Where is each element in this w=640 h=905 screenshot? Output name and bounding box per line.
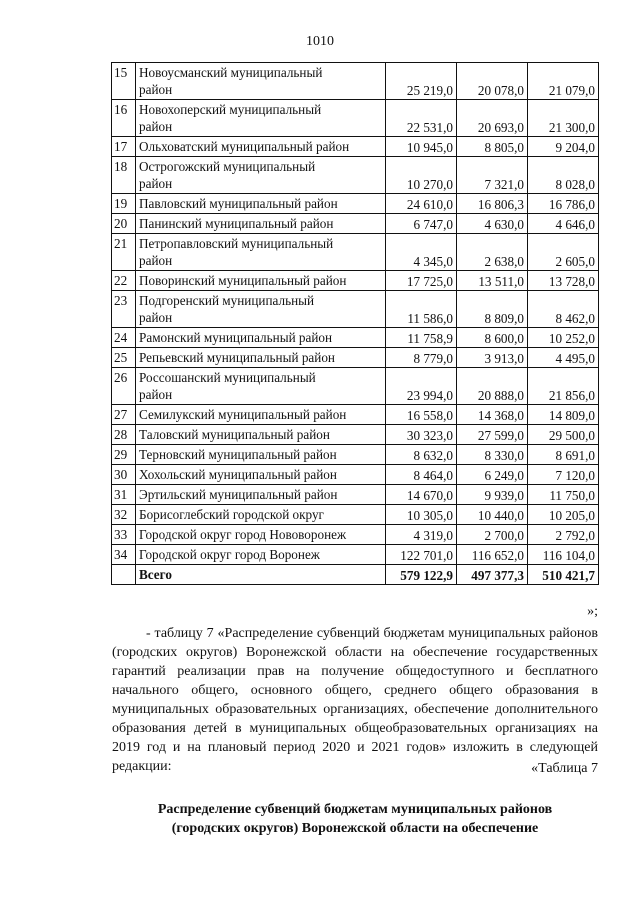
table-row [112,100,599,137]
value-2021-cell: 11 750,0 [528,485,599,505]
table-row [112,545,599,565]
value-2020-cell: 6 249,0 [457,465,528,485]
district-name-cell: Новоусманский муниципальный район [136,63,386,100]
value-2021-cell: 2 792,0 [528,525,599,545]
table-row [112,291,599,328]
value-2021-cell: 29 500,0 [528,425,599,445]
district-name-cell: Панинский муниципальный район [136,214,386,234]
value-2019-cell: 122 701,0 [386,545,457,565]
value-2019-cell: 11 758,9 [386,328,457,348]
table-row [112,137,599,157]
row-number-cell: 27 [112,405,136,425]
value-2019-cell: 25 219,0 [386,63,457,100]
table-row [112,234,599,271]
value-2020-cell: 7 321,0 [457,157,528,194]
value-2021-cell: 9 204,0 [528,137,599,157]
value-2019-cell: 10 270,0 [386,157,457,194]
row-number-cell: 17 [112,137,136,157]
table-row [112,425,599,445]
heading-line-1: Распределение субвенций бюджетам муниципальных районов [157,802,553,817]
district-name-cell: Ольховатский муниципальный район [136,137,386,157]
value-2019-cell: 23 994,0 [386,368,457,405]
value-2020-cell: 497 377,3 [457,565,528,585]
table-row [112,194,599,214]
district-name-cell: Городской округ город Нововоронеж [136,525,386,545]
district-name-cell: Острогожский муниципальный район [136,157,386,194]
value-2020-cell: 3 913,0 [457,348,528,368]
value-2021-cell: 2 605,0 [528,234,599,271]
table-row [112,214,599,234]
total-row [112,565,599,585]
row-number-cell: 18 [112,157,136,194]
row-number-cell: 16 [112,100,136,137]
value-2021-cell: 4 495,0 [528,348,599,368]
table-row [112,445,599,465]
table-reference: «Таблица 7 [531,761,598,776]
row-number-cell: 22 [112,271,136,291]
value-2021-cell: 14 809,0 [528,405,599,425]
value-2020-cell: 8 809,0 [457,291,528,328]
row-number-cell: 30 [112,465,136,485]
table-row [112,271,599,291]
value-2021-cell: 21 079,0 [528,63,599,100]
closing-quote: »; [587,604,598,619]
value-2019-cell: 8 632,0 [386,445,457,465]
heading-line-2: (городских округов) Воронежской области на обеспечение [171,821,539,836]
value-2019-cell: 17 725,0 [386,271,457,291]
value-2019-cell: 22 531,0 [386,100,457,137]
table-row [112,505,599,525]
value-2019-cell: 16 558,0 [386,405,457,425]
district-name-cell: Всего [136,565,386,585]
row-number-cell: 21 [112,234,136,271]
district-name-cell: Подгоренский муниципальный район [136,291,386,328]
row-number-cell: 25 [112,348,136,368]
table-body [112,63,599,585]
table-row [112,485,599,505]
row-number-cell: 24 [112,328,136,348]
amendment-paragraph: - таблицу 7 «Распределение субвенций бюджетам муниципальных районов (городских округов) Воронежской области на обеспечение государственных гарантий реализации прав на получение общедоступного и бесплатного начального общего, основного общего, среднего общего образования в муниципальных образовательных организациях, обеспечение дополнительного образования детей в муниципальных общеобразовательных организациях на 2019 год и на плановый период 2020 и 2021 годов» изложить в следующей редакции: [112,626,598,774]
district-name-cell: Рамонский муниципальный район [136,328,386,348]
value-2019-cell: 10 945,0 [386,137,457,157]
value-2020-cell: 27 599,0 [457,425,528,445]
row-number-cell: 26 [112,368,136,405]
district-name-cell: Терновский муниципальный район [136,445,386,465]
district-name-cell: Хохольский муниципальный район [136,465,386,485]
district-name-cell: Россошанский муниципальный район [136,368,386,405]
district-name-cell: Павловский муниципальный район [136,194,386,214]
row-number-cell: 23 [112,291,136,328]
value-2019-cell: 579 122,9 [386,565,457,585]
table-row [112,405,599,425]
row-number-cell: 15 [112,63,136,100]
value-2020-cell: 8 805,0 [457,137,528,157]
value-2021-cell: 10 252,0 [528,328,599,348]
value-2019-cell: 4 345,0 [386,234,457,271]
value-2020-cell: 8 600,0 [457,328,528,348]
value-2020-cell: 116 652,0 [457,545,528,565]
value-2020-cell: 10 440,0 [457,505,528,525]
value-2019-cell: 6 747,0 [386,214,457,234]
table-row [112,368,599,405]
value-2019-cell: 24 610,0 [386,194,457,214]
row-number-cell: 34 [112,545,136,565]
value-2020-cell: 20 888,0 [457,368,528,405]
row-number-cell: 20 [112,214,136,234]
value-2021-cell: 510 421,7 [528,565,599,585]
table-row [112,348,599,368]
section-heading [112,800,598,838]
value-2021-cell: 8 691,0 [528,445,599,465]
value-2021-cell: 13 728,0 [528,271,599,291]
subvention-table [111,62,599,585]
district-name-cell: Эртильский муниципальный район [136,485,386,505]
value-2021-cell: 4 646,0 [528,214,599,234]
table-row [112,525,599,545]
value-2020-cell: 14 368,0 [457,405,528,425]
value-2021-cell: 16 786,0 [528,194,599,214]
value-2020-cell: 4 630,0 [457,214,528,234]
value-2020-cell: 13 511,0 [457,271,528,291]
row-number-cell [112,565,136,585]
row-number-cell: 32 [112,505,136,525]
value-2021-cell: 21 300,0 [528,100,599,137]
value-2020-cell: 2 638,0 [457,234,528,271]
district-name-cell: Борисоглебский городской округ [136,505,386,525]
value-2020-cell: 20 078,0 [457,63,528,100]
row-number-cell: 33 [112,525,136,545]
value-2021-cell: 7 120,0 [528,465,599,485]
value-2019-cell: 10 305,0 [386,505,457,525]
value-2019-cell: 4 319,0 [386,525,457,545]
page-number: 1010 [306,34,334,49]
value-2020-cell: 20 693,0 [457,100,528,137]
district-name-cell: Таловский муниципальный район [136,425,386,445]
value-2021-cell: 8 462,0 [528,291,599,328]
district-name-cell: Городской округ город Воронеж [136,545,386,565]
row-number-cell: 28 [112,425,136,445]
value-2021-cell: 21 856,0 [528,368,599,405]
value-2019-cell: 8 464,0 [386,465,457,485]
district-name-cell: Семилукский муниципальный район [136,405,386,425]
table-row [112,465,599,485]
district-name-cell: Репьевский муниципальный район [136,348,386,368]
district-name-cell: Новохоперский муниципальный район [136,100,386,137]
value-2019-cell: 8 779,0 [386,348,457,368]
value-2020-cell: 9 939,0 [457,485,528,505]
table-row [112,63,599,100]
row-number-cell: 29 [112,445,136,465]
row-number-cell: 19 [112,194,136,214]
value-2019-cell: 11 586,0 [386,291,457,328]
district-name-cell: Поворинский муниципальный район [136,271,386,291]
row-number-cell: 31 [112,485,136,505]
value-2021-cell: 8 028,0 [528,157,599,194]
table-row [112,328,599,348]
value-2021-cell: 116 104,0 [528,545,599,565]
value-2020-cell: 8 330,0 [457,445,528,465]
table-row [112,157,599,194]
value-2020-cell: 16 806,3 [457,194,528,214]
value-2019-cell: 14 670,0 [386,485,457,505]
district-name-cell: Петропавловский муниципальный район [136,234,386,271]
value-2020-cell: 2 700,0 [457,525,528,545]
value-2019-cell: 30 323,0 [386,425,457,445]
value-2021-cell: 10 205,0 [528,505,599,525]
